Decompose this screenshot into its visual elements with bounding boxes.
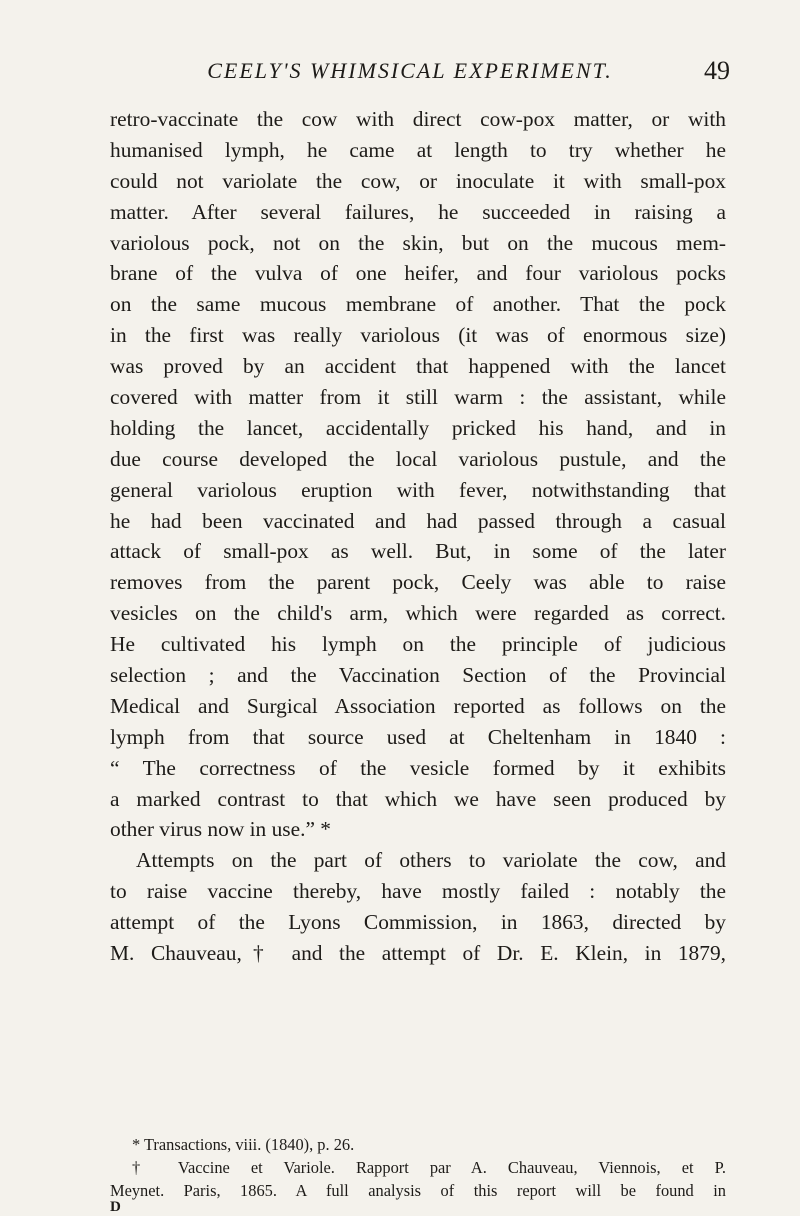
body-line: removes from the parent pock, Ceely was able to raise: [110, 570, 726, 595]
body-line: general variolous eruption with fever, notwithstanding that: [110, 477, 726, 502]
body-line: brane of the vulva of one heifer, and four variolous pocks: [110, 261, 726, 286]
body-line: lymph from that source used at Cheltenham in 1840 :: [110, 724, 726, 749]
body-line: due course developed the local variolous pustule, and the: [110, 446, 726, 471]
body-line: he had been vaccinated and had passed through a casual: [110, 508, 726, 533]
page-header: [110, 56, 730, 92]
body-line: selection ; and the Vaccination Section of the Provincial: [110, 663, 726, 688]
body-line: on the same mucous membrane of another. That the pock: [110, 292, 726, 317]
body-line: Attempts on the part of others to variolate the cow, and: [136, 848, 726, 873]
body-line: a marked contrast to that which we have seen produced by: [110, 786, 726, 811]
body-line: holding the lancet, accidentally pricked his hand, and in: [110, 415, 726, 440]
body-line: retro-vaccinate the cow with direct cow-pox matter, or with: [110, 107, 726, 131]
body-line: “ The correctness of the vesicle formed by it exhibits: [110, 755, 726, 780]
body-line: vesicles on the child's arm, which were regarded as correct.: [110, 601, 726, 626]
body-line: in the first was really variolous (it was of enormous size): [110, 323, 726, 348]
running-title: CEELY'S WHIMSICAL EXPERIMENT.: [207, 58, 613, 83]
footnote: * Transactions, viii. (1840), p. 26.: [132, 1135, 355, 1154]
body-line: was proved by an accident that happened with the lancet: [110, 354, 726, 379]
body-line: Medical and Surgical Association reported as follows on the: [110, 693, 726, 718]
page-number: 49: [704, 56, 730, 85]
footnote: Meynet. Paris, 1865. A full analysis of this report will be found in: [110, 1181, 726, 1200]
body-text: [110, 104, 726, 969]
body-line: attack of small-pox as well. But, in some of the later: [110, 539, 726, 564]
body-line: humanised lymph, he came at length to try whether he: [110, 137, 726, 162]
body-line: He cultivated his lymph on the principle of judicious: [110, 632, 726, 657]
footnote: † Vaccine et Variole. Rapport par A. Chauveau, Viennois, et P.: [132, 1158, 726, 1177]
body-line: could not variolate the cow, or inoculate it with small-pox: [110, 168, 726, 193]
body-line: other virus now in use.” *: [110, 817, 331, 842]
body-line: M. Chauveau,† and the attempt of Dr. E. Klein, in 1879,: [110, 941, 726, 966]
signature-mark: D: [110, 1199, 121, 1215]
footnotes: [110, 1133, 726, 1202]
body-line: attempt of the Lyons Commission, in 1863, directed by: [110, 910, 726, 935]
body-line: covered with matter from it still warm : the assistant, while: [110, 385, 726, 410]
body-line: to raise vaccine thereby, have mostly failed : notably the: [110, 879, 726, 904]
body-line: variolous pock, not on the skin, but on the mucous mem-: [110, 230, 726, 255]
body-line: matter. After several failures, he succeeded in raising a: [110, 199, 726, 224]
